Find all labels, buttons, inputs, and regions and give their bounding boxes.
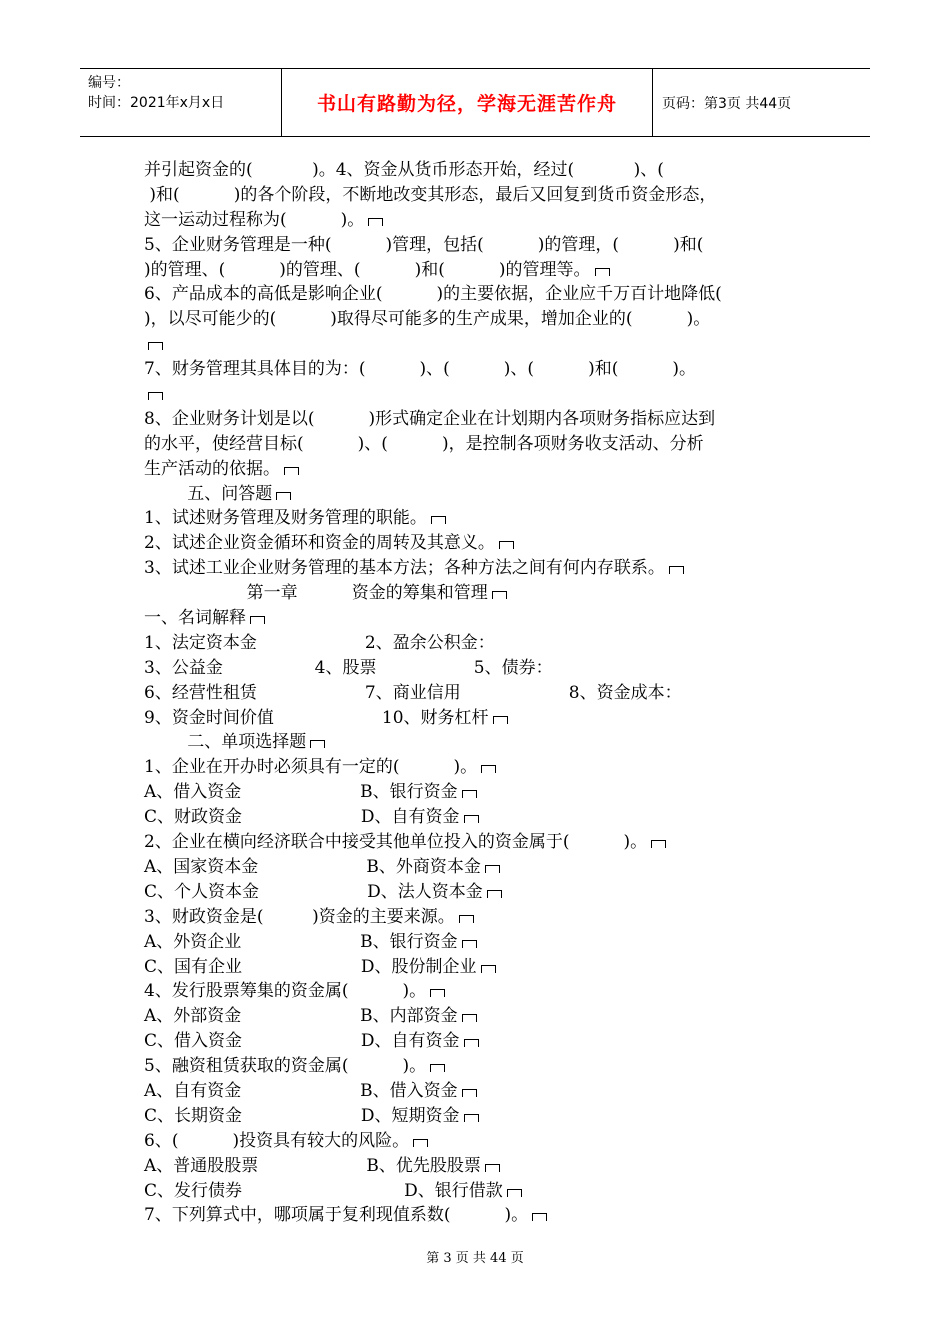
text-line bbox=[144, 706, 824, 731]
paragraph-mark-icon bbox=[481, 965, 496, 973]
line-text: 7、财务管理其具体目的为：( )、( )、( )和( )。 bbox=[144, 359, 697, 380]
paragraph-mark-icon bbox=[499, 541, 514, 549]
paragraph-mark-icon bbox=[462, 940, 477, 948]
line-text: A、外资企业 B、银行资金 bbox=[144, 931, 458, 952]
line-text: C、财政资金 D、自有资金 bbox=[144, 807, 460, 828]
text-line bbox=[144, 755, 824, 780]
text-line bbox=[144, 1203, 824, 1228]
text-line bbox=[144, 1129, 824, 1154]
text-line bbox=[144, 805, 824, 830]
line-text: 二、单项选择题 bbox=[144, 732, 307, 753]
paragraph-mark-icon bbox=[430, 989, 445, 997]
line-text: 第一章 资金的筹集和管理 bbox=[144, 583, 488, 604]
text-line bbox=[144, 457, 824, 482]
paragraph-mark-icon bbox=[464, 1039, 479, 1047]
line-text: A、外部资金 B、内部资金 bbox=[144, 1006, 458, 1027]
line-text: 五、问答题 bbox=[144, 483, 273, 504]
paragraph-mark-icon bbox=[669, 566, 684, 574]
paragraph-mark-icon bbox=[430, 1064, 445, 1072]
document-date: 时间：2021年x月x日 bbox=[88, 95, 225, 111]
text-line bbox=[144, 979, 824, 1004]
text-line bbox=[144, 531, 824, 556]
text-line bbox=[144, 332, 824, 357]
paragraph-mark-icon bbox=[487, 890, 502, 898]
text-line bbox=[144, 780, 824, 805]
line-text: C、长期资金 D、短期资金 bbox=[144, 1105, 460, 1126]
line-text: C、借入资金 D、自有资金 bbox=[144, 1031, 460, 1052]
text-line bbox=[144, 258, 824, 283]
text-line bbox=[144, 407, 824, 432]
text-line bbox=[144, 1054, 824, 1079]
text-line bbox=[144, 233, 824, 258]
text-line bbox=[144, 1179, 824, 1204]
paragraph-mark-icon bbox=[493, 716, 508, 724]
text-line bbox=[144, 183, 824, 208]
line-text: C、个人资本金 D、法人资本金 bbox=[144, 881, 483, 902]
paragraph-mark-icon bbox=[464, 815, 479, 823]
line-text: 6、产品成本的高低是影响企业( )的主要依据，企业应千万百计地降低( bbox=[144, 284, 722, 305]
paragraph-mark-icon bbox=[462, 1089, 477, 1097]
text-line bbox=[144, 855, 824, 880]
line-text: C、国有企业 D、股份制企业 bbox=[144, 956, 477, 977]
paragraph-mark-icon bbox=[148, 392, 163, 400]
line-text: 1、法定资本金 2、盈余公积金： bbox=[144, 632, 495, 653]
paragraph-mark-icon bbox=[595, 268, 610, 276]
line-text: 6、( )投资具有较大的风险。 bbox=[144, 1130, 410, 1151]
paragraph-mark-icon bbox=[651, 840, 666, 848]
line-text: A、国家资本金 B、外商资本金 bbox=[144, 856, 481, 877]
header-meta bbox=[80, 69, 280, 136]
line-text: 5、企业财务管理是一种( )管理，包括( )的管理，( )和( bbox=[144, 234, 704, 255]
line-text: 并引起资金的( )。4、资金从货币形态开始，经过( )、( bbox=[144, 160, 664, 180]
line-text: 7、下列算式中，哪项属于复利现值系数( )。 bbox=[144, 1205, 529, 1226]
text-line bbox=[144, 357, 824, 382]
text-line bbox=[144, 307, 824, 332]
line-text: )和( )的各个阶段，不断地改变其形态，最后又回复到货币资金形态， bbox=[144, 184, 717, 205]
paragraph-mark-icon bbox=[532, 1213, 547, 1221]
text-line bbox=[144, 880, 824, 905]
text-line bbox=[144, 730, 824, 755]
paragraph-mark-icon bbox=[464, 1114, 479, 1122]
text-line bbox=[144, 506, 824, 531]
paragraph-mark-icon bbox=[276, 492, 291, 500]
paragraph-mark-icon bbox=[492, 591, 507, 599]
text-line bbox=[144, 556, 824, 581]
paragraph-mark-icon bbox=[485, 1164, 500, 1172]
line-text: 9、资金时间价值 10、财务杠杆 bbox=[144, 707, 489, 728]
text-line bbox=[144, 656, 824, 681]
paragraph-mark-icon bbox=[250, 616, 265, 624]
text-line bbox=[144, 382, 824, 407]
document-number: 编号： bbox=[88, 75, 130, 91]
line-text: 一、名词解释 bbox=[144, 608, 246, 629]
text-line bbox=[144, 581, 824, 606]
line-text: 8、企业财务计划是以( )形式确定企业在计划期内各项财务指标应达到 bbox=[144, 408, 716, 429]
text-line bbox=[144, 631, 824, 656]
paragraph-mark-icon bbox=[310, 740, 325, 748]
page-footer: 第 3 页 共 44 页 bbox=[426, 1251, 524, 1266]
line-text: 6、经营性租赁 7、商业信用 8、资金成本： bbox=[144, 682, 682, 703]
text-line bbox=[144, 955, 824, 980]
text-line bbox=[144, 830, 824, 855]
line-text: 生产活动的依据。 bbox=[144, 458, 280, 479]
line-text: 2、企业在横向经济联合中接受其他单位投入的资金属于( )。 bbox=[144, 832, 648, 853]
paragraph-mark-icon bbox=[481, 765, 496, 773]
paragraph-mark-icon bbox=[368, 218, 383, 226]
paragraph-mark-icon bbox=[459, 915, 474, 923]
line-text: C、发行债券 D、银行借款 bbox=[144, 1180, 503, 1201]
paragraph-mark-icon bbox=[148, 342, 163, 350]
line-text: A、借入资金 B、银行资金 bbox=[144, 782, 458, 803]
line-text: 的水平，使经营目标( )、( )，是控制各项财务收支活动、分析 bbox=[144, 433, 704, 454]
line-text: 5、融资租赁获取的资金属( )。 bbox=[144, 1056, 427, 1077]
header-divider bbox=[652, 69, 653, 136]
text-line bbox=[144, 905, 824, 930]
line-text: 3、试述工业企业财务管理的基本方法；各种方法之间有何内存联系。 bbox=[144, 558, 665, 579]
text-line bbox=[144, 930, 824, 955]
paragraph-mark-icon bbox=[462, 790, 477, 798]
document-body bbox=[144, 158, 824, 1228]
text-line bbox=[144, 1004, 824, 1029]
text-line bbox=[144, 1154, 824, 1179]
paragraph-mark-icon bbox=[462, 1014, 477, 1022]
header-page-info: 页码：第3页 共44页 bbox=[662, 95, 792, 112]
text-line bbox=[144, 282, 824, 307]
line-text: 3、财政资金是( )资金的主要来源。 bbox=[144, 906, 455, 927]
text-line bbox=[144, 482, 824, 507]
line-text: )的管理、( )的管理、( )和( )的管理等。 bbox=[144, 259, 591, 280]
line-text: A、自有资金 B、借入资金 bbox=[144, 1080, 458, 1101]
text-line bbox=[144, 432, 824, 457]
text-line bbox=[144, 208, 824, 233]
line-text: 3、公益金 4、股票 5、债券： bbox=[144, 657, 553, 678]
line-text: 4、发行股票筹集的资金属( )。 bbox=[144, 981, 427, 1002]
text-line bbox=[144, 1079, 824, 1104]
line-text: 2、试述企业资金循环和资金的周转及其意义。 bbox=[144, 533, 495, 554]
text-line bbox=[144, 606, 824, 631]
line-text: )，以尽可能少的( )取得尽可能多的生产成果，增加企业的( )。 bbox=[144, 309, 711, 330]
text-line bbox=[144, 681, 824, 706]
text-line bbox=[144, 1029, 824, 1054]
paragraph-mark-icon bbox=[507, 1189, 522, 1197]
line-text: A、普通股股票 B、优先股股票 bbox=[144, 1155, 481, 1176]
paragraph-mark-icon bbox=[284, 467, 299, 475]
line-text: 1、企业在开办时必须具有一定的( )。 bbox=[144, 757, 478, 778]
line-text: 1、试述财务管理及财务管理的职能。 bbox=[144, 508, 427, 529]
page-header bbox=[80, 68, 870, 137]
text-line bbox=[144, 1104, 824, 1129]
line-text: 这一运动过程称为( )。 bbox=[144, 209, 365, 230]
paragraph-mark-icon bbox=[431, 516, 446, 524]
paragraph-mark-icon bbox=[413, 1139, 428, 1147]
paragraph-mark-icon bbox=[485, 865, 500, 873]
header-motto: 书山有路勤为径，学海无涯苦作舟 bbox=[316, 93, 617, 115]
text-line bbox=[144, 158, 824, 183]
